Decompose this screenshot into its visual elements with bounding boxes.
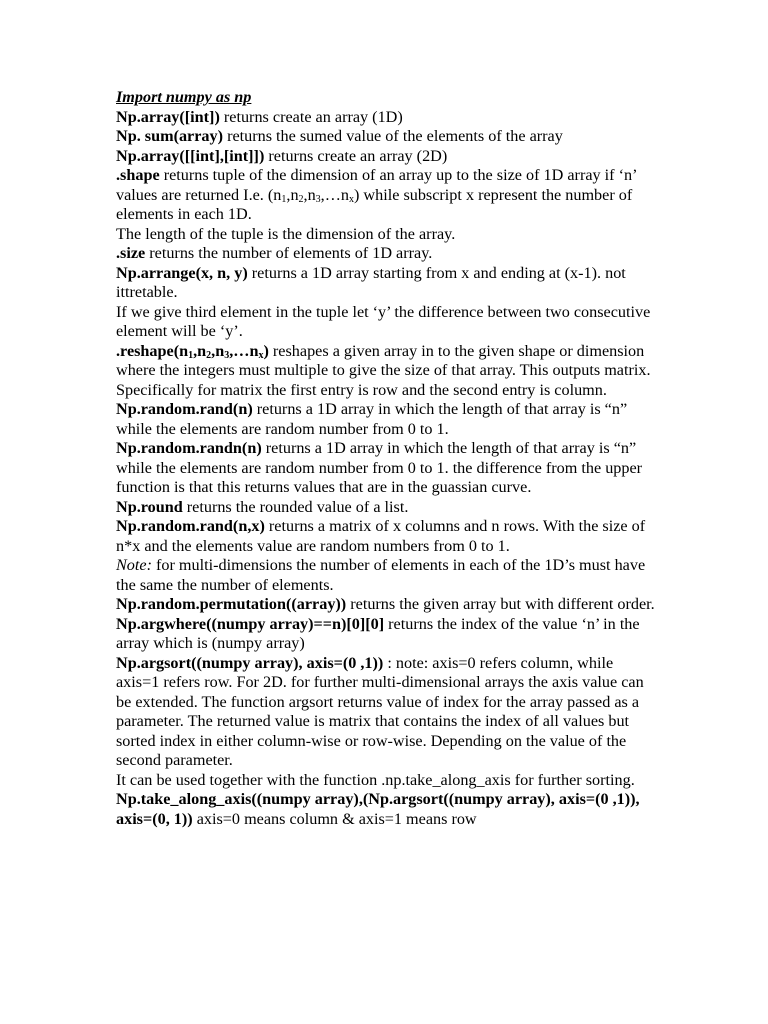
term: Np.random.rand(n,x): [116, 517, 265, 535]
paragraph-size: [116, 244, 656, 264]
paragraph-np-array-1d: [116, 108, 656, 128]
term-part: ,n: [211, 341, 225, 360]
description: Specifically for matrix the first entry is row and the second entry is column.: [116, 380, 607, 399]
term: [116, 342, 269, 360]
term: Np.random.rand(n): [116, 400, 253, 418]
subscript: x: [349, 193, 354, 205]
document-title: [116, 88, 656, 108]
description: ,n: [286, 185, 299, 204]
description: returns a 1D array in which the length of that array is “n” while the elements are random number from 0 to 1. the difference from the upper function is that this returns values that are in the guassian curve.: [116, 439, 643, 496]
term: Np.round: [116, 497, 183, 516]
document-body: [116, 88, 656, 829]
paragraph-take-along-axis-usage: [116, 771, 656, 791]
term: Np.random.permutation((array)): [116, 595, 347, 613]
term-part: ,n: [193, 341, 207, 360]
term: Np.array([[int],[int]]): [116, 146, 265, 165]
description: returns a matrix of x columns and n rows. With the size of n*x and the elements value are random numbers from 0 to 1.: [116, 517, 646, 555]
paragraph-reshape: [116, 342, 656, 381]
term: .size: [116, 244, 146, 262]
description: If we give third element in the tuple let ‘y’ the difference between two consecutive element will be ‘y’.: [116, 302, 651, 340]
paragraph-argwhere: [116, 615, 656, 654]
paragraph-shape: [116, 166, 656, 225]
description: ,…n: [320, 185, 349, 204]
paragraph-tuple-length: [116, 225, 656, 245]
paragraph-random-randn: [116, 439, 656, 498]
description: returns the rounded value of a list.: [182, 497, 409, 516]
description: ,n: [303, 185, 316, 204]
paragraph-note: [116, 556, 656, 595]
term: Np.random.randn(n): [116, 439, 262, 457]
title-text: Import numpy as np: [116, 88, 252, 106]
subscript: 2: [206, 349, 212, 361]
subscript: 3: [224, 349, 230, 361]
description: returns the given array but with different order.: [346, 595, 655, 613]
paragraph-argsort: [116, 654, 656, 771]
note-label: Note:: [116, 556, 152, 574]
description: returns create an array (2D): [264, 146, 448, 165]
term-part: ): [263, 341, 269, 360]
subscript: x: [258, 349, 264, 361]
subscript: 2: [298, 193, 304, 205]
description: returns tuple of the dimension of an array up to the size of 1D array if ‘n’ values are returned I.e. (n: [116, 166, 637, 204]
description: for multi-dimensions the number of elements in each of the 1D’s must have the same the number of elements.: [116, 556, 646, 594]
paragraph-third-element: [116, 303, 656, 342]
description: returns the sumed value of the elements of the array: [223, 127, 563, 145]
description: The length of the tuple is the dimension of the array.: [116, 224, 456, 243]
paragraph-take-along-axis: [116, 790, 656, 829]
paragraph-np-sum: [116, 127, 656, 147]
description: returns a 1D array in which the length of that array is “n” while the elements are random number from 0 to 1.: [116, 400, 628, 438]
paragraph-np-array-2d: [116, 147, 656, 167]
description: ) while subscript x represent the number of elements in each 1D.: [116, 185, 633, 223]
description: : note: axis=0 refers column, while axis=1 refers row. For 2D. for further multi-dimensional arrays the axis value can be extended. The function argsort returns value of index for the array passed as a parameter. The returned value is matrix that contains the index of all values but sorted index in either column-wise or row-wise. Depending on the value of the second parameter.: [116, 653, 644, 769]
paragraph-random-rand: [116, 400, 656, 439]
description: returns a 1D array starting from x and ending at (x-1). not ittretable.: [116, 263, 626, 301]
term: Np.arrange(x, n, y): [116, 263, 248, 282]
paragraph-arrange: [116, 264, 656, 303]
subscript: 1: [281, 193, 287, 205]
paragraph-permutation: [116, 595, 656, 615]
paragraph-round: [116, 498, 656, 518]
description: returns the index of the value ‘n’ in the array which is (numpy array): [116, 614, 640, 652]
term: Np.argwhere((numpy array)==n)[0][0]: [116, 614, 385, 633]
description: returns the number of elements of 1D array.: [145, 244, 433, 262]
description: axis=0 means column & axis=1 means row: [192, 809, 477, 828]
description: reshapes a given array in to the given shape or dimension where the integers must multiple to give the size of that array. This outputs matrix.: [116, 341, 651, 379]
term: .shape: [116, 166, 160, 184]
term-part: ,…n: [229, 341, 259, 360]
subscript: 3: [315, 193, 321, 205]
paragraph-matrix-entry: [116, 381, 656, 401]
term-part: .reshape(n: [116, 341, 189, 360]
term: Np.argsort((numpy array), axis=(0 ,1)): [116, 653, 384, 672]
term: Np.take_along_axis((numpy array),(Np.argsort((numpy array), axis=(0 ,1)), axis=(0, 1)): [116, 790, 640, 828]
term: Np.array([int]): [116, 107, 220, 126]
subscript: 1: [188, 349, 194, 361]
description: returns create an array (1D): [219, 107, 403, 126]
term: Np. sum(array): [116, 127, 224, 145]
paragraph-random-rand-nx: [116, 517, 656, 556]
description: It can be used together with the function .np.take_along_axis for further sorting.: [116, 770, 635, 789]
